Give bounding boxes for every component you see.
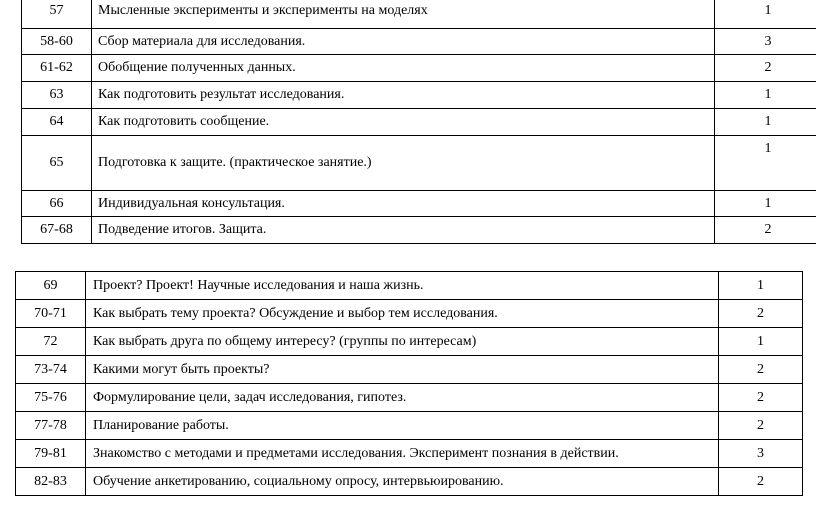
lesson-number: 82-83 — [16, 468, 86, 496]
lesson-topic: Обобщение полученных данных. — [92, 55, 715, 82]
lesson-topic: Как подготовить сообщение. — [92, 109, 715, 136]
table-row — [22, 29, 816, 55]
lesson-number: 73-74 — [16, 356, 86, 384]
lesson-number: 70-71 — [16, 300, 86, 328]
lesson-topic: Подведение итогов. Защита. — [92, 217, 715, 244]
lesson-number: 66 — [22, 191, 92, 217]
lesson-hours: 2 — [719, 300, 803, 328]
lesson-number: 64 — [22, 109, 92, 136]
lesson-hours: 1 — [715, 82, 816, 109]
lesson-hours: 3 — [719, 440, 803, 468]
lesson-number: 75-76 — [16, 384, 86, 412]
table-row — [16, 412, 803, 440]
lesson-topic: Проект? Проект! Научные исследования и наша жизнь. — [86, 272, 719, 300]
lesson-topic: Знакомство с методами и предметами исследования. Эксперимент познания в действии. — [86, 440, 719, 468]
table-row — [16, 468, 803, 496]
lesson-topic: Подготовка к защите. (практическое занятие.) — [92, 136, 715, 191]
lesson-topic: Обучение анкетированию, социальному опросу, интервьюированию. — [86, 468, 719, 496]
lesson-number: 69 — [16, 272, 86, 300]
lesson-number: 67-68 — [22, 217, 92, 244]
table-row — [22, 82, 816, 109]
lesson-topic: Индивидуальная консультация. — [92, 191, 715, 217]
lesson-topic: Планирование работы. — [86, 412, 719, 440]
table-row — [22, 136, 816, 191]
table-row — [22, 55, 816, 82]
lesson-number: 61-62 — [22, 55, 92, 82]
lesson-number: 57 — [22, 0, 92, 29]
lesson-topic: Как выбрать тему проекта? Обсуждение и выбор тем исследования. — [86, 300, 719, 328]
lesson-hours: 1 — [715, 191, 816, 217]
lesson-number: 79-81 — [16, 440, 86, 468]
lesson-hours: 1 — [719, 272, 803, 300]
table-row — [22, 0, 816, 29]
lesson-hours: 2 — [719, 468, 803, 496]
table-row — [22, 191, 816, 217]
table-row — [16, 272, 803, 300]
table-row — [22, 109, 816, 136]
lesson-number: 72 — [16, 328, 86, 356]
table-row — [16, 300, 803, 328]
table-row — [22, 217, 816, 244]
table-row — [16, 356, 803, 384]
lesson-plan-table-1 — [21, 0, 816, 244]
table-row — [16, 328, 803, 356]
lesson-hours: 2 — [719, 356, 803, 384]
lesson-hours: 2 — [719, 384, 803, 412]
lesson-hours: 1 — [715, 136, 816, 191]
lesson-hours: 1 — [715, 0, 816, 29]
lesson-topic: Формулирование цели, задач исследования, гипотез. — [86, 384, 719, 412]
lesson-hours: 2 — [715, 217, 816, 244]
lesson-number: 65 — [22, 136, 92, 191]
lesson-number: 58-60 — [22, 29, 92, 55]
table-row — [16, 384, 803, 412]
lesson-plan-table-2 — [15, 271, 803, 496]
lesson-topic: Какими могут быть проекты? — [86, 356, 719, 384]
table-row — [16, 440, 803, 468]
lesson-topic: Как подготовить результат исследования. — [92, 82, 715, 109]
lesson-topic: Мысленные эксперименты и эксперименты на моделях — [92, 0, 715, 29]
lesson-hours: 2 — [715, 55, 816, 82]
lesson-hours: 1 — [719, 328, 803, 356]
lesson-hours: 1 — [715, 109, 816, 136]
lesson-topic: Как выбрать друга по общему интересу? (группы по интересам) — [86, 328, 719, 356]
lesson-number: 63 — [22, 82, 92, 109]
lesson-number: 77-78 — [16, 412, 86, 440]
lesson-topic: Сбор материала для исследования. — [92, 29, 715, 55]
lesson-hours: 2 — [719, 412, 803, 440]
lesson-hours: 3 — [715, 29, 816, 55]
